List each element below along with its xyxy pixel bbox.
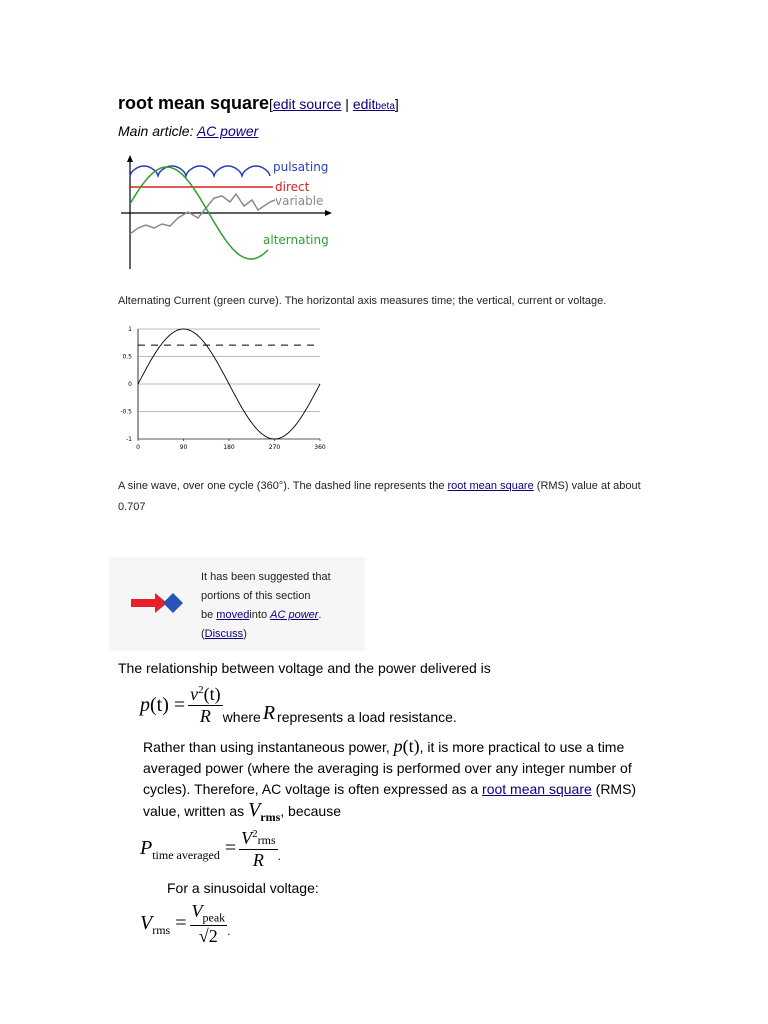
chart-x-tick-label: 360 (314, 444, 326, 451)
merge-notice-text (201, 568, 331, 644)
direct-label: direct (275, 180, 310, 194)
rms-link-body[interactable]: root mean square (482, 781, 592, 797)
notice-line1: It has been suggested that (201, 571, 331, 583)
alternating-label: alternating (263, 233, 329, 247)
instantaneous-power-formula (140, 684, 457, 727)
p2-line2: averaged power (where the averaging is performed over any integer number of (143, 760, 632, 776)
formula3-numerator: $V_{peak}$ (191, 901, 226, 925)
chart-y-tick-label: 1 (128, 326, 132, 333)
rms-explanation-text (143, 736, 683, 828)
notice-line3 (201, 606, 331, 625)
notice-line3-end: . (318, 609, 322, 621)
p2-line3: cycles). Therefore, AC voltage is often expressed as a root mean square (RMS) (143, 781, 637, 797)
formula1-resistance-text: represents a load resistance. (277, 708, 457, 725)
edit-source-link[interactable]: edit source (272, 96, 342, 112)
formula3-lhs: $V_{rms}$ = (140, 911, 187, 937)
formula1-denominator: R (199, 705, 211, 726)
figure2-caption-before: A sine wave, over one cycle (360°). The dashed line represents the (118, 480, 448, 492)
beta-label: beta (375, 101, 395, 112)
main-article-prefix: Main article: (118, 123, 197, 139)
formula2-denominator: R (252, 849, 264, 870)
variable-curve (130, 194, 275, 234)
formula3-denominator: √2 (198, 925, 218, 946)
formula2-lhs: $P_{time averaged}$ = (140, 836, 237, 862)
discuss-close: ) (243, 628, 247, 640)
formula1-R: R (262, 702, 276, 725)
figure1-x-arrow (325, 210, 332, 216)
inline-p-t: p(t) (393, 736, 420, 756)
chart-x-tick-label: 90 (179, 444, 188, 451)
merge-arrow-icon (129, 591, 185, 615)
notice-line4 (201, 625, 331, 644)
current-types-figure (118, 152, 338, 274)
variable-label: variable (275, 194, 324, 208)
discuss-open: ( (201, 628, 205, 640)
figure1-caption: Alternating Current (green curve). The horizontal axis measures time; the vertical, current or voltage. (118, 295, 607, 307)
sine-wave-chart (118, 322, 328, 454)
formula1-fraction (188, 684, 223, 727)
chart-x-tick-label: 180 (223, 444, 235, 451)
moved-link[interactable]: moved (216, 609, 250, 621)
inline-v-rms: $V_{rms}$ (248, 799, 281, 824)
figure1-y-arrow (127, 155, 133, 162)
ac-power-notice-link[interactable]: AC power (270, 609, 319, 621)
heading-separator: | (341, 96, 353, 112)
heading-bracket-close: ] (394, 96, 399, 112)
heading-title: root mean square (118, 93, 270, 113)
figure2-caption-value: 0.707 (118, 501, 146, 513)
heading-bracket-open: [ (269, 96, 273, 112)
vrms-formula (140, 902, 231, 947)
pulsating-label: pulsating (273, 160, 329, 174)
formula2-numerator: $V^2rms$ (241, 828, 276, 848)
chart-y-tick-label: -0.5 (120, 408, 132, 416)
power-relationship-text: The relationship between voltage and the power delivered is (118, 660, 491, 676)
figure2-caption (118, 476, 678, 518)
p2-line1: Rather than using instantaneous power, p(t), it is more practical to use a time (143, 736, 625, 756)
notice-line3-mid: into (249, 609, 271, 621)
formula3-fraction (190, 901, 231, 947)
sinusoidal-voltage-text: For a sinusoidal voltage: (167, 880, 319, 896)
formula2-fraction (239, 828, 278, 871)
edit-label: edit (352, 96, 376, 112)
discuss-link[interactable]: Discuss (204, 628, 244, 640)
averaged-power-formula (140, 828, 281, 871)
ac-power-link[interactable]: AC power (196, 123, 259, 139)
section-heading (118, 93, 399, 114)
edit-link[interactable] (353, 96, 395, 112)
main-article-note (118, 123, 258, 139)
rms-link-caption[interactable]: root mean square (447, 480, 534, 492)
notice-line3-prefix: be (201, 609, 217, 621)
formula2-period: . (277, 848, 281, 863)
chart-y-tick-label: -1 (126, 436, 132, 443)
p2-line4: value, written as $V_{rms}$, because (143, 799, 341, 824)
formula1-lhs: p(t) = (140, 694, 186, 717)
notice-line2: portions of this section (201, 590, 311, 602)
formula1-numerator: $v^2(t)$ (190, 684, 221, 704)
chart-x-tick-label: 270 (268, 444, 281, 451)
chart-y-tick-label: 0 (128, 381, 132, 388)
formula3-period: . (227, 923, 231, 938)
formula1-where: where (222, 708, 261, 725)
figure2-caption-after: (RMS) value at about (533, 480, 641, 492)
chart-x-tick-label: 0 (136, 444, 140, 451)
chart-y-tick-label: 0.5 (122, 353, 132, 361)
merge-notice (109, 557, 365, 651)
